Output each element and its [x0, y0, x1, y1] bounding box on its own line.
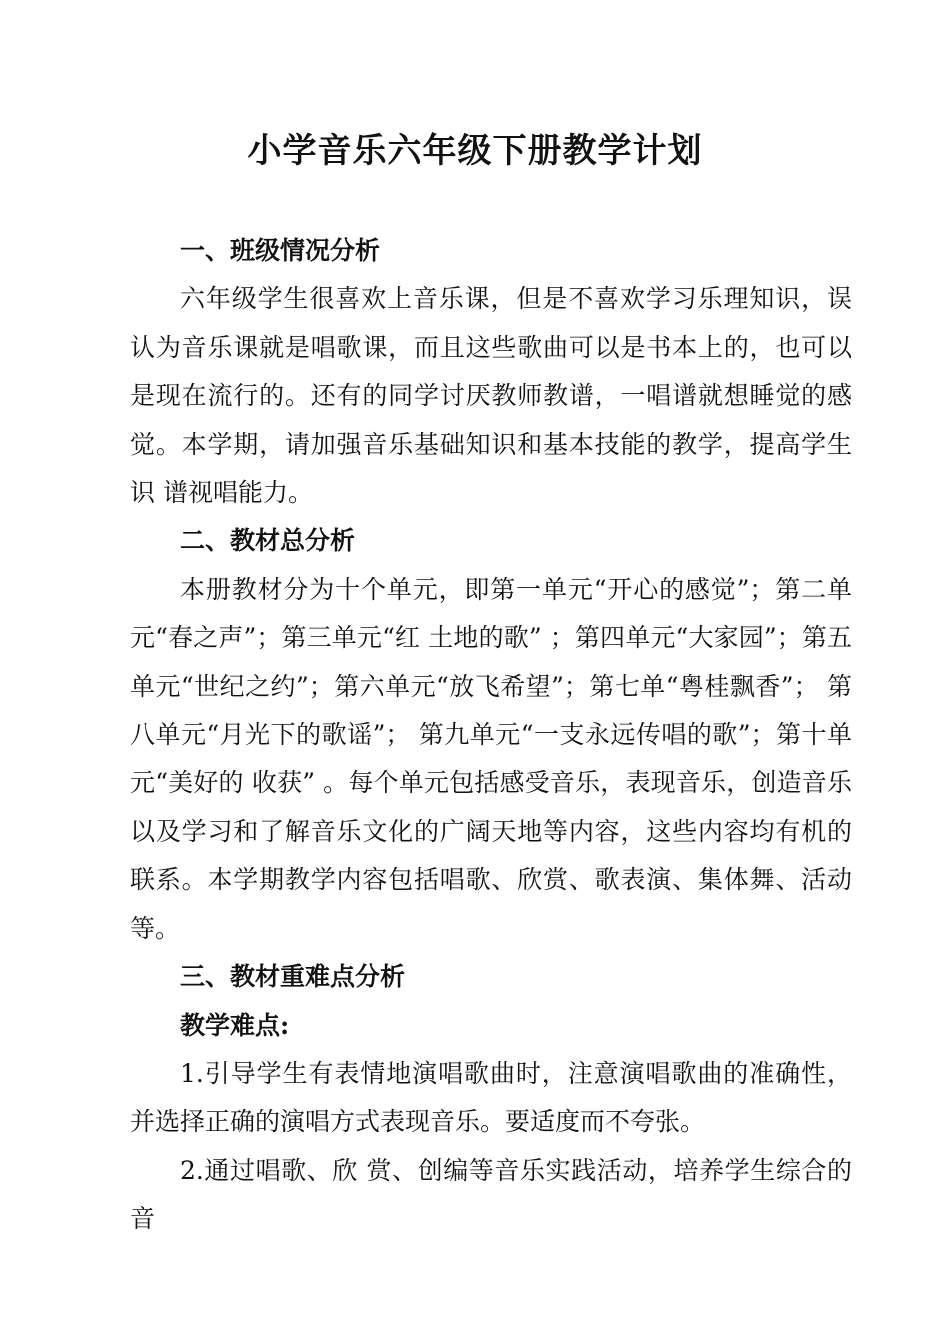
difficulty-item-1: 1.引导学生有表情地演唱歌曲时，注意演唱歌曲的准确性，并选择正确的演唱方式表现音乐。要适度而不夸张。: [130, 1058, 852, 1137]
difficulty-item-2: 2.通过唱歌、欣 赏、创编等音乐实践活动，培养学生综合的音: [130, 1155, 852, 1234]
section-heading-textbook-analysis: 二、教材总分析: [180, 526, 356, 556]
section-paragraph-textbook-analysis: 本册教材分为十个单元，即第一单元“开心的感觉”；第二单元“春之声”；第三单元“红 土地的歌” ；第四单元“大家园”；第五单元“世纪之约”；第六单元“放飞希望”；第七单“粤桂飘香”； 第八单元“月光下的歌谣”； 第九单元“一支永远传唱的歌”；第十单元“美好的 收获” 。每个单元包括感受音乐，表现音乐，创造音乐以及学习和了解音乐文化的广阔天地等内容，这些内容均有机的联系。本学期教学内容包括唱歌、欣赏、歌表演、集体舞、活动等。: [130, 574, 852, 943]
section-paragraph-class-analysis: 六年级学生很喜欢上音乐课，但是不喜欢学习乐理知识，误认为音乐课就是唱歌课，而且这些歌曲可以是书本上的，也可以是现在流行的。还有的同学讨厌教师教谱，一唱谱就想睡觉的感觉。本学期，请加强音乐基础知识和基本技能的教学，提高学生识 谱视唱能力。: [130, 284, 852, 508]
teaching-difficulties-heading: 教学难点:: [180, 1010, 290, 1040]
section-heading-class-analysis: 一、班级情况分析: [180, 236, 381, 265]
section-heading-key-difficulties: 三、教材重难点分析: [180, 962, 406, 992]
document-title: 小学音乐六年级下册教学计划: [247, 131, 703, 171]
document-body: [130, 227, 852, 1244]
